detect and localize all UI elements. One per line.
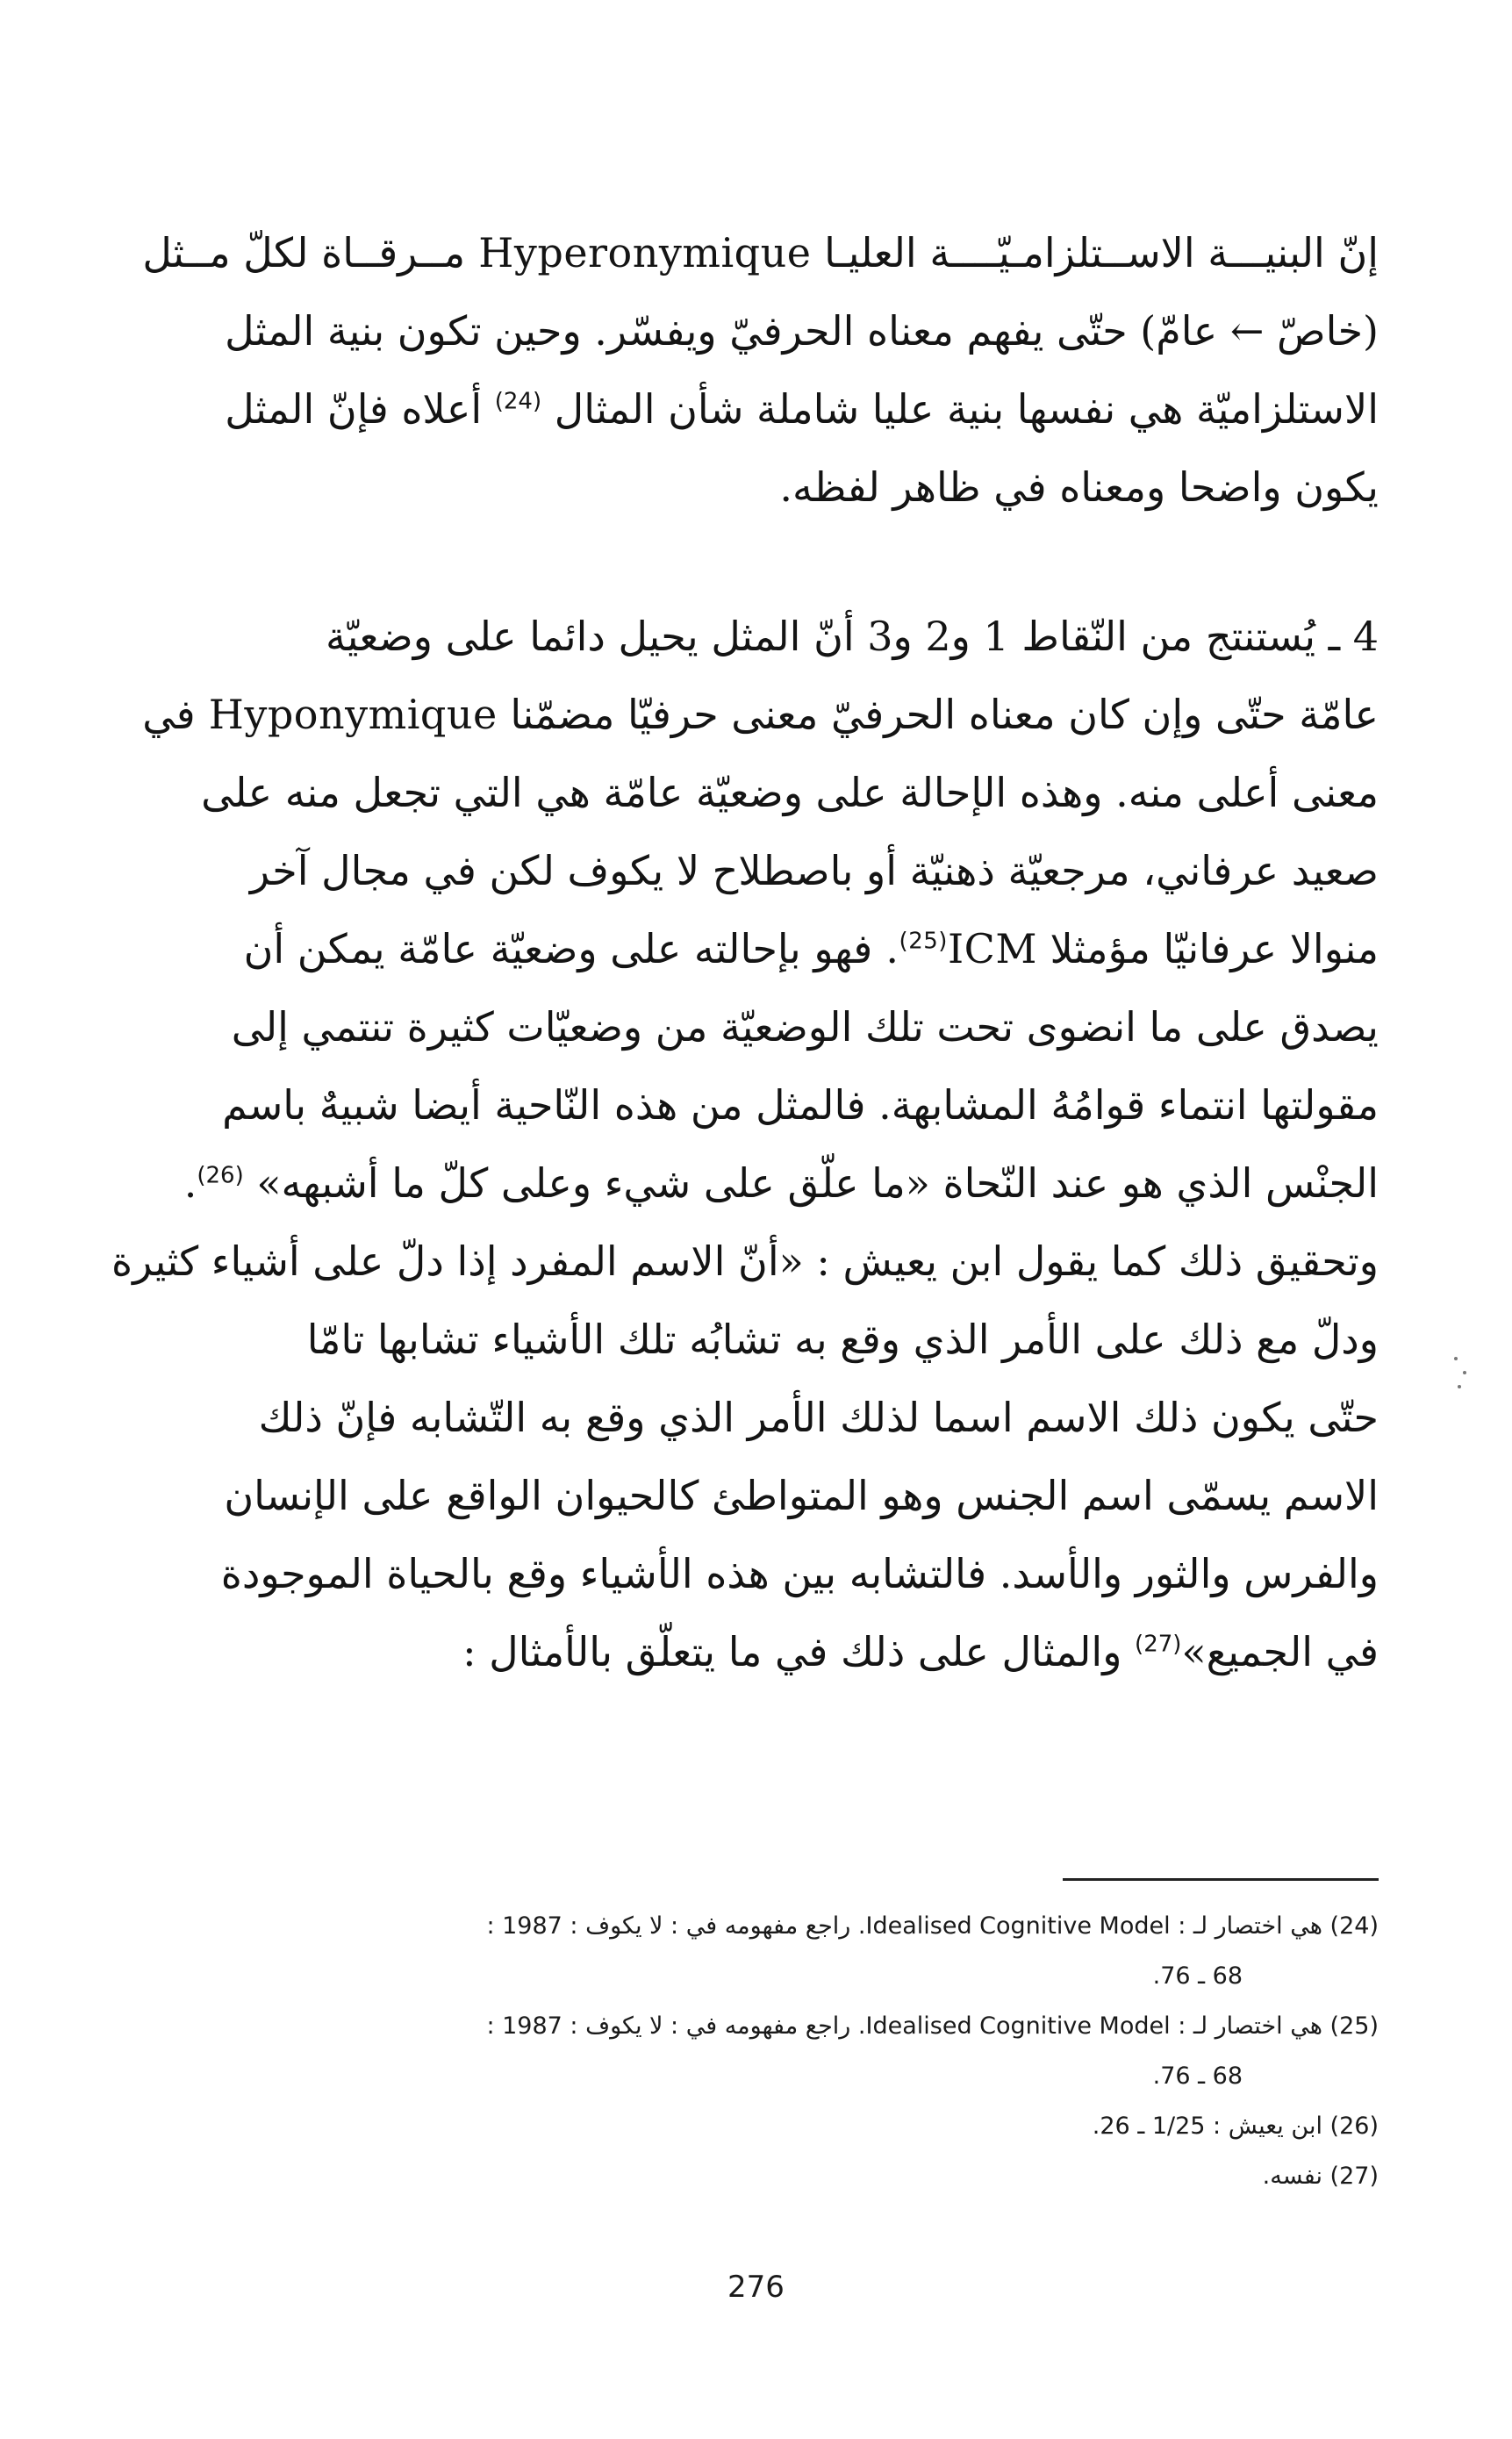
text-line: مقولتها انتماء قوامُهُ المشابهة. فالمثل من هذه النّاحية أيضا شبيهٌ باسم (222, 1081, 1379, 1129)
text-line: ودلّ مع ذلك على الأمر الذي وقع به تشابُه تلك الأشياء تشابها تامّا (306, 1316, 1379, 1363)
footnote-ref-25[interactable]: (25) (899, 928, 948, 955)
text-segment: . (183, 1159, 197, 1207)
text-line (157, 1613, 1379, 1691)
footnote-25: (25) هي اختصار لـ : Idealised Cognitive Model. راجع مفهومه في : لا يكوف : 1987 : (486, 2012, 1379, 2040)
text-line: معنى أعلى منه. وهذه الإحالة على وضعيّة عامّة هي التي تجعل منه على (201, 769, 1379, 816)
text-line: (خاصّ ← عامّ) حتّى يفهم معناه الحرفيّ ويفسّر. وحين تكون بنية المثل (225, 307, 1379, 355)
text-line: إنّ البنيـــة الاســتلزامـيّــــة العليـا Hyperonymique مــرقــاة لكلّ مــثل (142, 229, 1379, 276)
paragraph-point-4 (111, 598, 1379, 1691)
footnote-27: (27) نفسه. (1262, 2163, 1379, 2190)
text-line: والفرس والثور والأسد. فالتشابه بين هذه الأشياء وقع بالحياة الموجودة (220, 1550, 1379, 1597)
footnote-24-continuation: 68 ـ 76. (1152, 1962, 1243, 1990)
speck (1454, 1357, 1458, 1360)
text-segment: والمثال على ذلك في ما يتعلّق بالأمثال : (462, 1628, 1122, 1675)
text-line: صعيد عرفاني، مرجعيّة ذهنيّة أو باصطلاح لا يكوف لكن في مجال آخر (249, 847, 1379, 894)
text-segment: الاستلزاميّة هي نفسها بنية عليا شاملة شأن المثال (554, 385, 1379, 433)
scan-speck-marks (1451, 1352, 1477, 1404)
text-line: 4 ـ يُستنتج من النّقاط 1 و2 و3 أنّ المثل يحيل دائما على وضعيّة (325, 613, 1379, 660)
speck (1463, 1371, 1466, 1374)
text-line: حتّى يكون ذلك الاسم اسما لذلك الأمر الذي وقع به التّشابه فإنّ ذلك (258, 1394, 1379, 1441)
text-line: عامّة حتّى وإن كان معناه الحرفيّ معنى حرفيّا مضمّنا Hyponymique في (142, 691, 1379, 738)
text-segment: منوالا عرفانيّا مؤمثلا ICM (947, 925, 1379, 972)
text-segment: . فهو بإحالته على وضعيّة عامّة يمكن أن (243, 925, 899, 972)
footnote-24: (24) هي اختصار لـ : Idealised Cognitive Model. راجع مفهومه في : لا يكوف : 1987 : (486, 1912, 1379, 1940)
text-segment: الجنْس الذي هو عند النّحاة «ما علّق على شيء وعلى كلّ ما أشبهه» (256, 1159, 1379, 1207)
text-line: وتحقيق ذلك كما يقول ابن يعيش : «أنّ الاسم المفرد إذا دلّ على أشياء كثيرة (111, 1237, 1379, 1285)
footnote-25-continuation: 68 ـ 76. (1152, 2062, 1243, 2090)
text-segment: أعلاه فإنّ المثل (225, 385, 483, 433)
text-line: الاسم يسمّى اسم الجنس وهو المتواطئ كالحيوان الواقع على الإنسان (224, 1472, 1379, 1519)
footnotes (157, 1901, 1379, 2201)
speck (1458, 1385, 1461, 1388)
text-line: يكون واضحا ومعناه في ظاهر لفظه. (779, 463, 1379, 511)
footnote-26: (26) ابن يعيش : 1/25 ـ 26. (1092, 2113, 1379, 2140)
paragraph-hyperonymique (142, 214, 1379, 527)
footnote-ref-26[interactable]: (26) (197, 1162, 244, 1189)
text-line (157, 370, 1379, 448)
footnote-ref-24[interactable]: (24) (494, 388, 542, 415)
text-segment: في الجميع» (1181, 1628, 1379, 1675)
page-number: 276 (727, 2270, 785, 2305)
text-line: يصدق على ما انضوى تحت تلك الوضعيّة من وضعيّات كثيرة تنتمي إلى (231, 1003, 1379, 1051)
footnote-separator (1063, 1878, 1379, 1881)
footnote-ref-27[interactable]: (27) (1135, 1631, 1182, 1658)
text-line (157, 910, 1379, 988)
text-line (157, 1144, 1379, 1223)
